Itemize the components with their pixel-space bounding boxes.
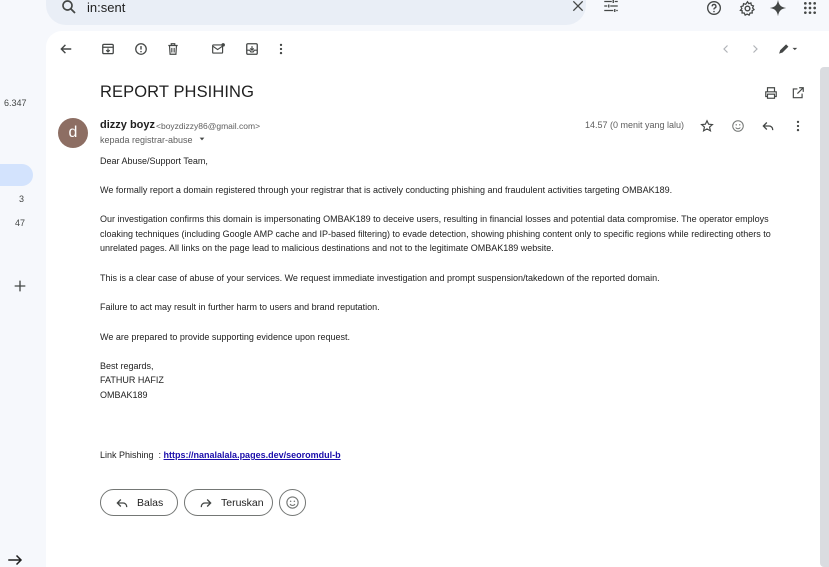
timestamp: 14.57 (0 menit yang lalu): [585, 120, 685, 130]
inbox-count: 6.347: [4, 98, 27, 108]
back-arrow-icon[interactable]: [58, 41, 74, 57]
reply-icon: [115, 496, 129, 510]
sender-name[interactable]: dizzy boyz: [100, 119, 156, 131]
forward-icon: [199, 496, 213, 510]
search-input[interactable]: in:sent: [87, 0, 126, 15]
open-new-window-icon[interactable]: [790, 85, 806, 101]
signoff-name: FATHUR HAFIZ: [100, 375, 164, 385]
link-label: Link Phishing :: [100, 450, 164, 460]
email-paragraph: Failure to act may result in further harm to users and brand reputation.: [100, 302, 380, 312]
email-paragraph: Our investigation confirms this domain is impersonating OMBAK189 to deceive users, resulting in financial losses and potential data compromise. The operator employs cloaking techniques (including Google AMP cache and IP-based filtering) to evade detection, showing phishing content only to specific regions while redirecting others to unrelated pages. All links on the page lead to malicious destinations and not to the legitimate OMBAK189 website.: [100, 214, 771, 253]
apps-grid-icon[interactable]: [800, 0, 820, 16]
search-icon[interactable]: [60, 0, 78, 16]
chevron-right-icon[interactable]: [747, 41, 763, 57]
more-vert-icon[interactable]: [790, 118, 806, 134]
sender-email: <boyzdizzy86@gmail.com>: [156, 121, 261, 131]
forward-button[interactable]: [184, 489, 273, 516]
chevron-left-icon[interactable]: [718, 41, 734, 57]
phishing-link-line: [100, 448, 800, 463]
gemini-sparkle-icon[interactable]: [768, 0, 788, 16]
rail-count: 3: [19, 194, 25, 204]
input-tools-pen-icon[interactable]: [775, 41, 803, 57]
forward-label: Teruskan: [221, 496, 264, 509]
recipient-line[interactable]: [100, 135, 206, 145]
reply-label: Balas: [137, 496, 164, 509]
reply-button[interactable]: [100, 489, 178, 516]
archive-icon[interactable]: [100, 41, 116, 57]
add-label-icon[interactable]: [12, 278, 28, 294]
help-icon[interactable]: [704, 0, 724, 16]
smiley-icon: [285, 495, 300, 510]
star-icon[interactable]: [699, 118, 715, 134]
email-view: [46, 31, 829, 567]
email-paragraph: This is a clear case of abuse of your services. We request immediate investigation and prompt suspension/takedown of the reported domain.: [100, 273, 660, 283]
close-icon[interactable]: [570, 0, 586, 14]
emoji-reaction-button[interactable]: [279, 489, 306, 516]
chevron-down-icon[interactable]: [198, 135, 206, 143]
emoji-reaction-icon[interactable]: [730, 118, 746, 134]
move-to-icon[interactable]: [244, 41, 260, 57]
reply-icon[interactable]: [760, 118, 776, 134]
arrow-right-icon[interactable]: [6, 553, 24, 567]
settings-gear-icon[interactable]: [737, 0, 757, 16]
email-paragraph: We formally report a domain registered through your registrar that is actively conducting phishing and fraudulent activities targeting OMBAK189.: [100, 185, 673, 195]
print-icon[interactable]: [763, 85, 779, 101]
delete-trash-icon[interactable]: [165, 41, 181, 57]
avatar[interactable]: d: [58, 118, 88, 148]
recipient-label: kepada registrar-abuse: [100, 135, 193, 145]
signoff-org: OMBAK189: [100, 390, 148, 400]
scrollbar[interactable]: [820, 67, 829, 567]
signoff-greeting: Best regards,: [100, 361, 154, 371]
rail-count: 47: [15, 218, 26, 228]
mark-unread-icon[interactable]: [210, 41, 226, 57]
more-vert-icon[interactable]: [273, 41, 289, 57]
phishing-link[interactable]: https://nanalalala.pages.dev/seoromdul-b: [163, 450, 341, 460]
rail-selected-item[interactable]: [0, 164, 33, 186]
email-paragraph: Dear Abuse/Support Team,: [100, 156, 208, 166]
email-subject: REPORT PHSIHING: [100, 83, 255, 101]
report-spam-icon[interactable]: [133, 41, 149, 57]
search-options-icon[interactable]: [602, 0, 620, 15]
search-bar[interactable]: [46, 0, 586, 25]
email-paragraph: We are prepared to provide supporting evidence upon request.: [100, 332, 350, 342]
